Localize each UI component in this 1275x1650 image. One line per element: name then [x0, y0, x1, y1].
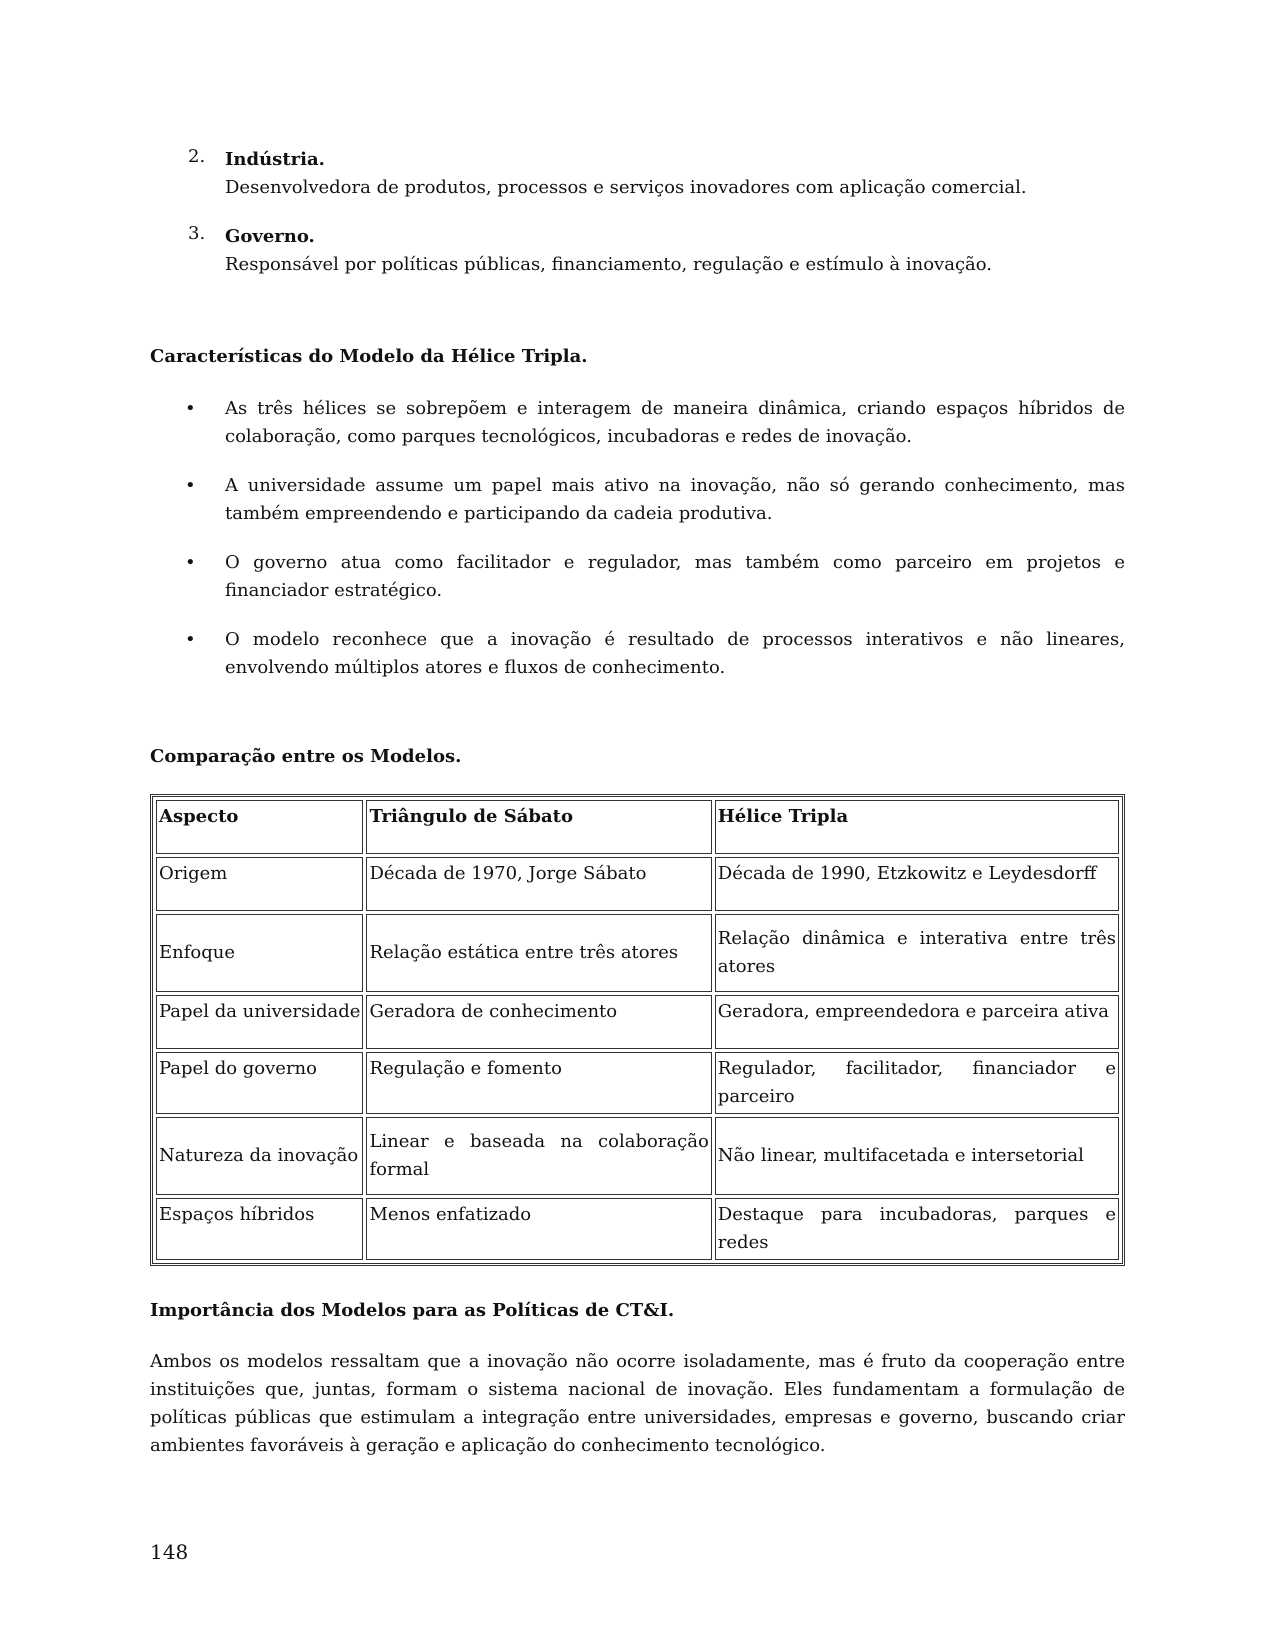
item-title: Indústria.	[225, 149, 325, 170]
list-item: • O modelo reconhece que a inovação é resultado de processos interativos e não lineares, envolvendo múltiplos atores e fluxos de conhecimento.	[150, 626, 1125, 682]
bullet-icon: •	[185, 629, 196, 650]
body-paragraph: Ambos os modelos ressaltam que a inovação não ocorre isoladamente, mas é fruto da cooperação entre instituições que, juntas, formam o sistema nacional de inovação. Eles fundamentam a formulação de políticas públicas que estimulam a integração entre universidades, empresas e governo, buscando criar ambientes favoráveis à geração e aplicação do conhecimento tecnológico.	[150, 1351, 1125, 1456]
table-cell: Relação dinâmica e interativa entre três atores	[715, 914, 1119, 992]
section-heading-caracteristicas: Características do Modelo da Hélice Tripla.	[150, 346, 588, 367]
table-cell: Regulação e fomento	[366, 1052, 711, 1114]
item-text: Responsável por políticas públicas, financiamento, regulação e estímulo à inovação.	[225, 254, 993, 275]
table-row	[156, 914, 1119, 992]
item-number: 2.	[188, 146, 206, 167]
table-cell: Linear e baseada na colaboração formal	[366, 1117, 711, 1195]
table-row	[156, 857, 1119, 911]
item-text: Desenvolvedora de produtos, processos e serviços inovadores com aplicação comercial.	[225, 177, 1027, 198]
item-title: Governo.	[225, 226, 315, 247]
table-cell: Espaços híbridos	[156, 1198, 363, 1260]
page-number: 148	[150, 1540, 189, 1564]
list-item: • O governo atua como facilitador e regulador, mas também como parceiro em projetos e financiador estratégico.	[150, 549, 1125, 605]
item-number: 3.	[188, 223, 206, 244]
table-cell: Origem	[156, 857, 363, 911]
table-cell: Relação estática entre três atores	[366, 914, 711, 992]
bullet-list	[150, 395, 1125, 703]
list-item: • As três hélices se sobrepõem e interagem de maneira dinâmica, criando espaços híbridos de colaboração, como parques tecnológicos, incubadoras e redes de inovação.	[150, 395, 1125, 451]
table-cell: Destaque para incubadoras, parques e redes	[715, 1198, 1119, 1260]
table-cell: Menos enfatizado	[366, 1198, 711, 1260]
table-cell: Papel da universidade	[156, 995, 363, 1049]
table-cell: Década de 1970, Jorge Sábato	[366, 857, 711, 911]
table-cell: Geradora de conhecimento	[366, 995, 711, 1049]
section-heading-comparacao: Comparação entre os Modelos.	[150, 746, 462, 767]
section-heading-importancia: Importância dos Modelos para as Políticas de CT&I.	[150, 1300, 675, 1321]
table-row	[156, 1052, 1119, 1114]
table-header-row	[156, 800, 1119, 854]
bullet-icon: •	[185, 398, 196, 419]
table-row	[156, 1117, 1119, 1195]
bullet-icon: •	[185, 552, 196, 573]
table-cell: Natureza da inovação	[156, 1117, 363, 1195]
table-cell: Papel do governo	[156, 1052, 363, 1114]
table-row	[156, 1198, 1119, 1260]
comparison-table	[150, 794, 1125, 1266]
table-row	[156, 995, 1119, 1049]
table-header-cell: Aspecto	[156, 800, 363, 854]
table-cell: Não linear, multifacetada e intersetorial	[715, 1117, 1119, 1195]
list-item: • A universidade assume um papel mais ativo na inovação, não só gerando conhecimento, mas também empreendendo e participando da cadeia produtiva.	[150, 472, 1125, 528]
table-header-cell: Triângulo de Sábato	[366, 800, 711, 854]
table-cell: Geradora, empreendedora e parceira ativa	[715, 995, 1119, 1049]
bullet-icon: •	[185, 475, 196, 496]
table-cell: Enfoque	[156, 914, 363, 992]
table-header-cell: Hélice Tripla	[715, 800, 1119, 854]
table-cell: Regulador, facilitador, financiador e parceiro	[715, 1052, 1119, 1114]
table-cell: Década de 1990, Etzkowitz e Leydesdorff	[715, 857, 1119, 911]
